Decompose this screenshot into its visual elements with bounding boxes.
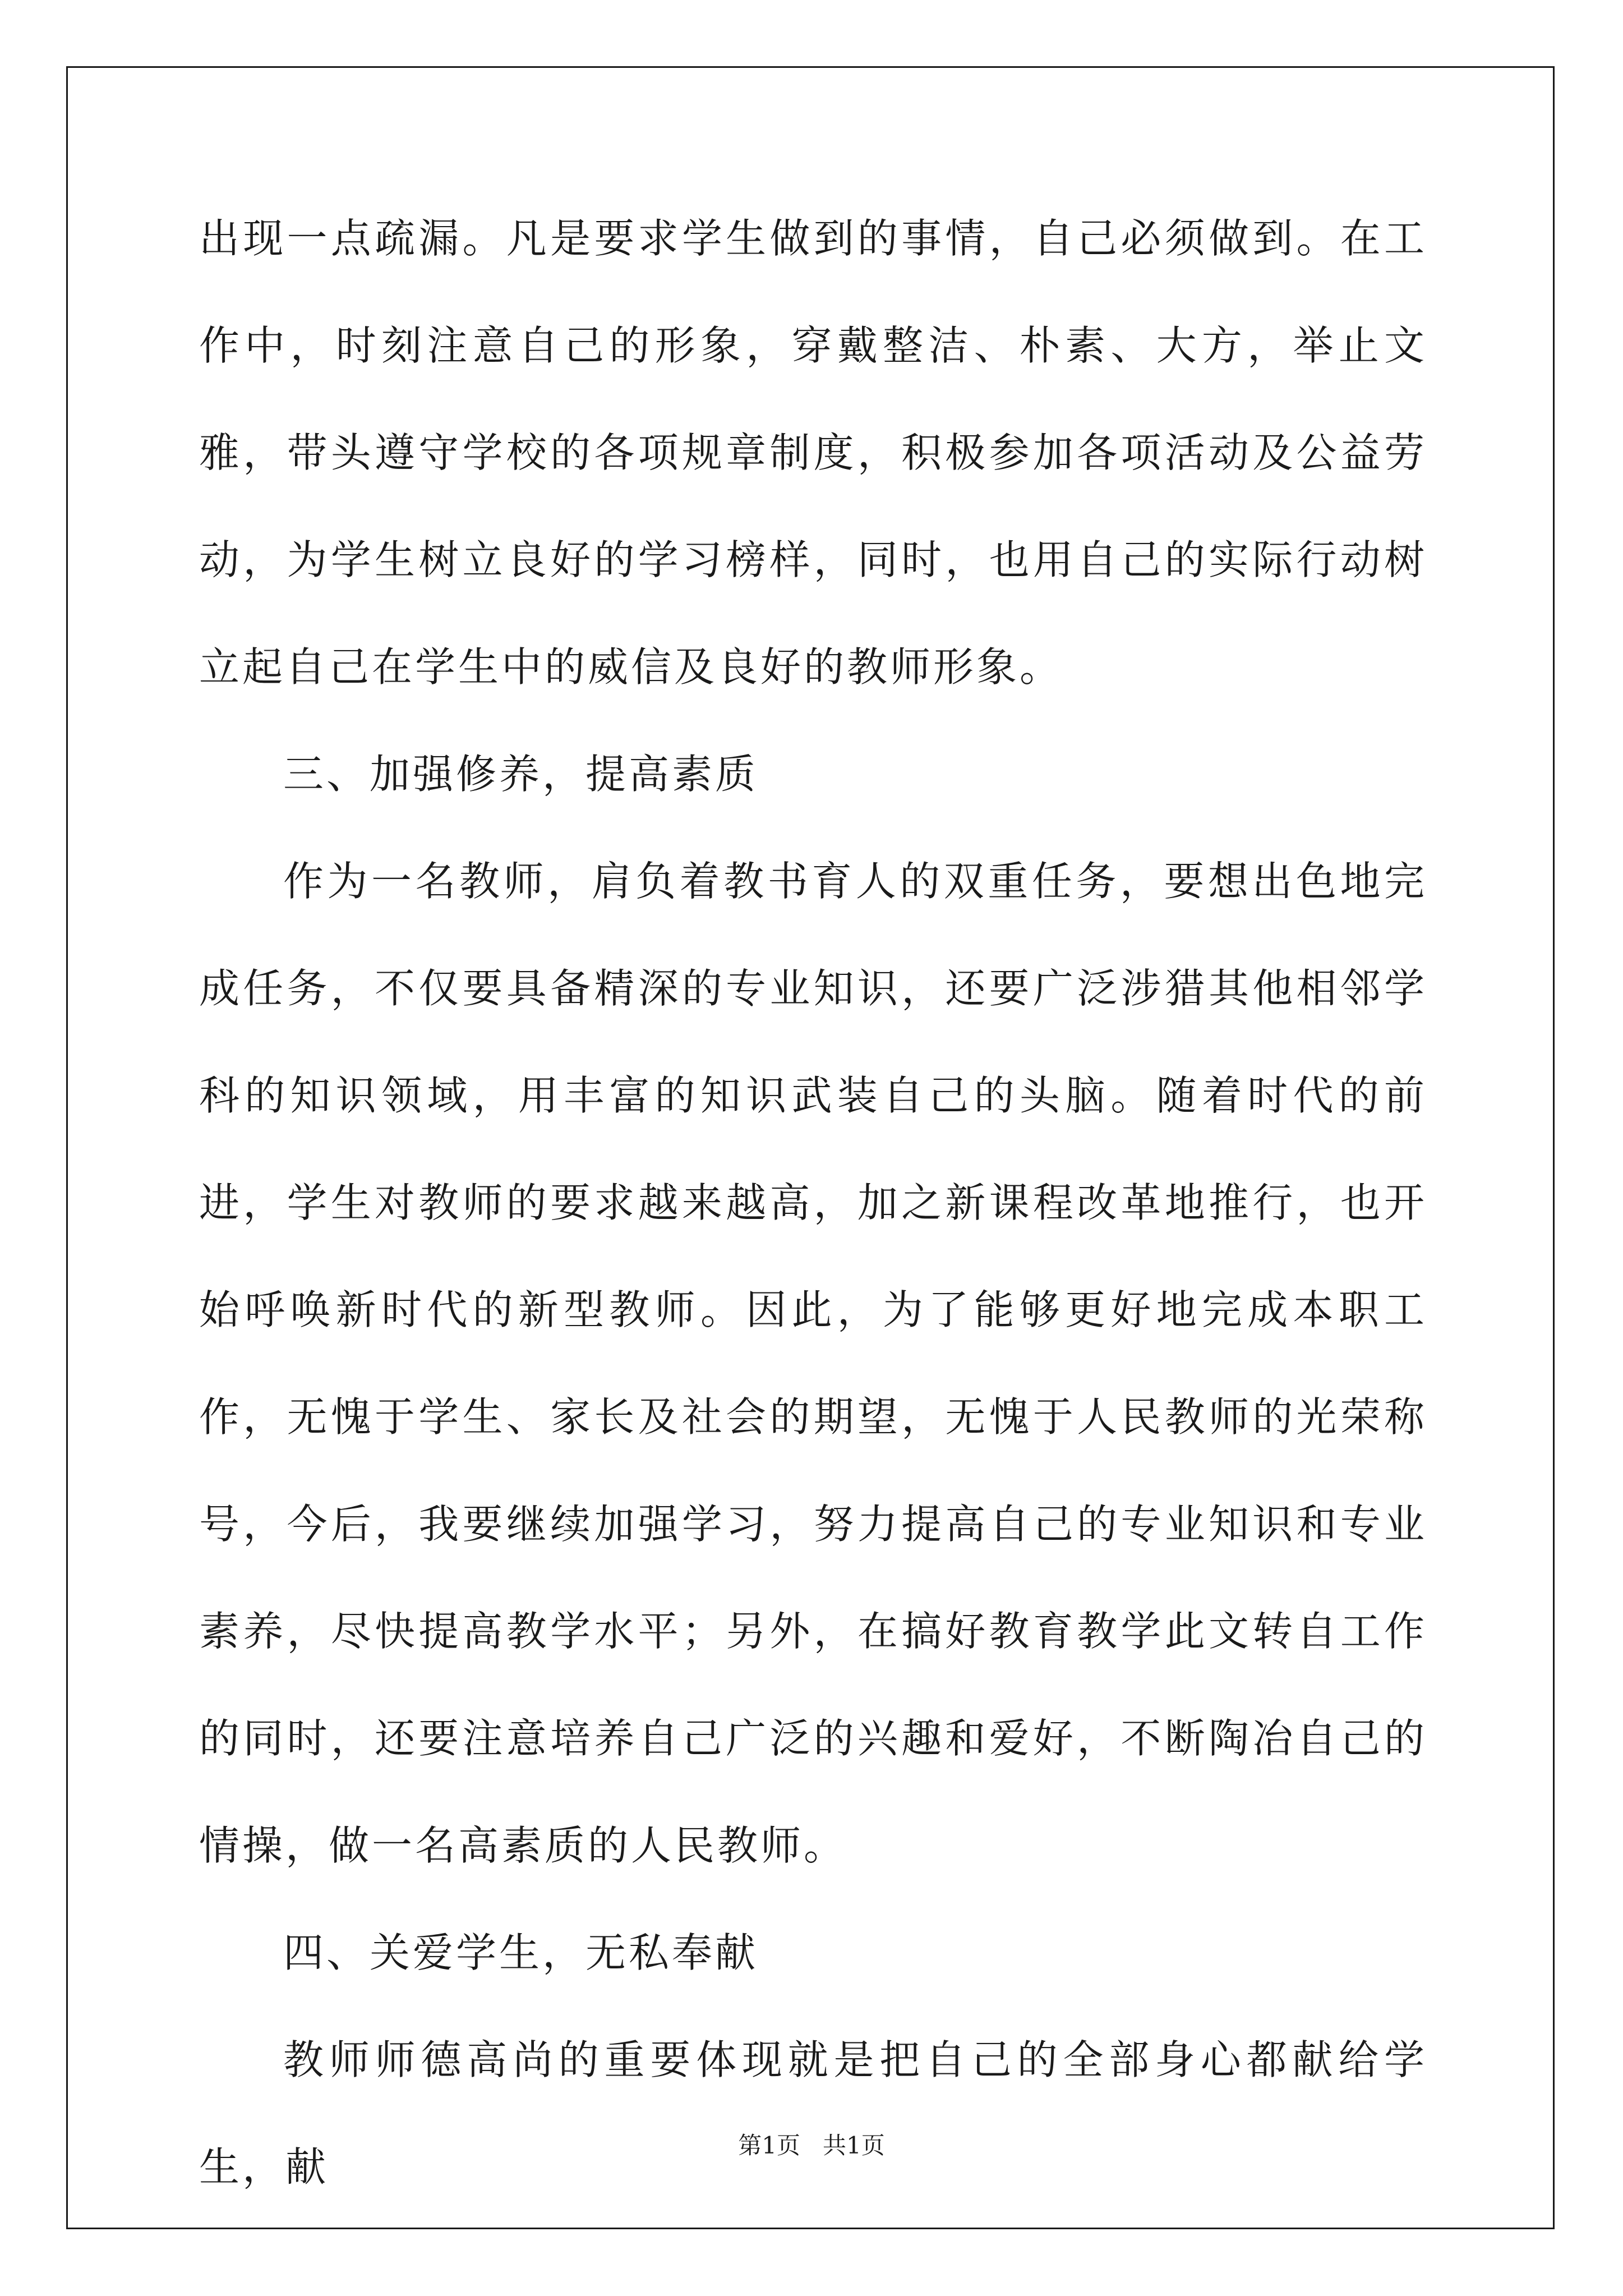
- section-heading: 三、加强修养，提高素质: [283, 751, 759, 798]
- page-number: 第1页: [738, 2132, 800, 2159]
- paragraph: 教师师德高尚的重要体现就是把自己的全部身心都献给学生，献: [199, 2036, 1427, 2191]
- document-body: [199, 185, 1427, 2221]
- section-heading: 四、关爱学生，无私奉献: [283, 1929, 759, 1976]
- paragraph: 作为一名教师，肩负着教书育人的双重任务，要想出色地完成任务，不仅要具备精深的专业知识，还要广泛涉猎其他相邻学科的知识领域，用丰富的知识武装自己的头脑。随着时代的前进，学生对教师的要求越来越高，加之新课程改革地推行，也开始呼唤新时代的新型教师。因此，为了能够更好地完成本职工作，无愧于学生、家长及社会的期望，无愧于人民教师的光荣称号，今后，我要继续加强学习，努力提高自己的专业知识和专业素养，尽快提高教学水平；另外，在搞好教育教学此文转自工作的同时，还要注意培养自己广泛的兴趣和爱好，不断陶冶自己的情操，做一名高素质的人民教师。: [199, 858, 1427, 1869]
- page-total: 共1页: [823, 2132, 885, 2159]
- paragraph: 出现一点疏漏。凡是要求学生做到的事情，自己必须做到。在工作中，时刻注意自己的形象，穿戴整洁、朴素、大方，举止文雅，带头遵守学校的各项规章制度，积极参加各项活动及公益劳动，为学生树立良好的学习榜样，同时，也用自己的实际行动树立起自己在学生中的威信及良好的教师形象。: [199, 215, 1427, 691]
- page-footer: [0, 2129, 1623, 2162]
